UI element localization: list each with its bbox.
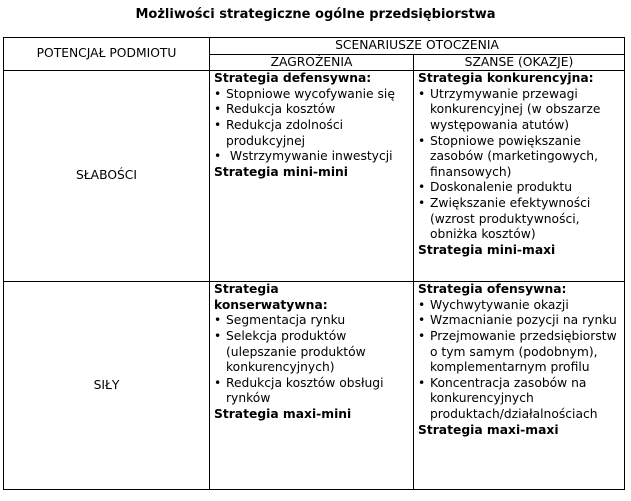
strategy-heading: Strategia konkurencyjna: [418,71,594,86]
strategy-heading: Strategia konserwatywna: [214,282,328,312]
strategy-name: Strategia mini-maxi [418,242,556,257]
list-item: • Stopniowe wycofywanie się [214,87,413,103]
list-item: • Segmentacja rynku [214,313,413,329]
header-scenarios: SCENARIUSZE OTOCZENIA [210,38,625,55]
strategy-list [214,87,413,165]
list-item: • Redukcja kosztów [214,102,413,118]
cell-strengths-threats [210,282,414,490]
header-potential: POTENCJAŁ PODMIOTU [4,38,210,71]
list-item: • Selekcja produktów (ulepszanie produktów konkurencyjnych) [214,329,413,376]
list-item: • Wstrzymywanie inwestycji [214,149,413,165]
strategy-list [418,87,624,243]
header-opportunities: SZANSE (OKAZJE) [414,54,625,71]
list-item: • Przejmowanie przedsiębiorstw o tym samym (podobnym), komplementarnym profilu [418,329,624,376]
strategy-list [214,313,413,407]
list-item: • Utrzymywanie przewagi konkurencyjnej (w obszarze występowania atutów) [418,87,624,134]
strategy-name: Strategia maxi-maxi [418,422,559,437]
cell-strengths-opportunities [414,282,625,490]
strategy-name: Strategia mini-mini [214,164,349,179]
strategy-heading: Strategia defensywna: [214,71,372,86]
strategy-matrix-table [3,37,625,490]
document-title: Możliwości strategiczne ogólne przedsiębiorstwa [135,7,496,22]
header-threats: ZAGROŻENIA [210,54,414,71]
list-item: • Koncentracja zasobów na konkurencyjnych produktach/działalnościach [418,376,624,423]
cell-weaknesses-opportunities [414,71,625,282]
strategy-list [418,298,624,423]
list-item: • Redukcja kosztów obsługi rynków [214,376,413,407]
table-row-weaknesses [4,71,625,282]
table-row-strengths [4,282,625,490]
strategy-name: Strategia maxi-mini [214,406,352,421]
list-item: • Wzmacnianie pozycji na rynku [418,313,624,329]
list-item: • Zwiększanie efektywności (wzrost produktywności, obniżka kosztów) [418,196,624,243]
list-item: • Doskonalenie produktu [418,180,624,196]
strategy-heading: Strategia ofensywna: [418,282,567,297]
list-item: • Stopniowe powiększanie zasobów (marketingowych, finansowych) [418,134,624,181]
list-item: • Wychwytywanie okazji [418,298,624,314]
row-label-weaknesses: SŁABOŚCI [4,71,210,282]
cell-weaknesses-threats [210,71,414,282]
list-item: • Redukcja zdolności produkcyjnej [214,118,413,149]
row-label-strengths: SIŁY [4,282,210,490]
